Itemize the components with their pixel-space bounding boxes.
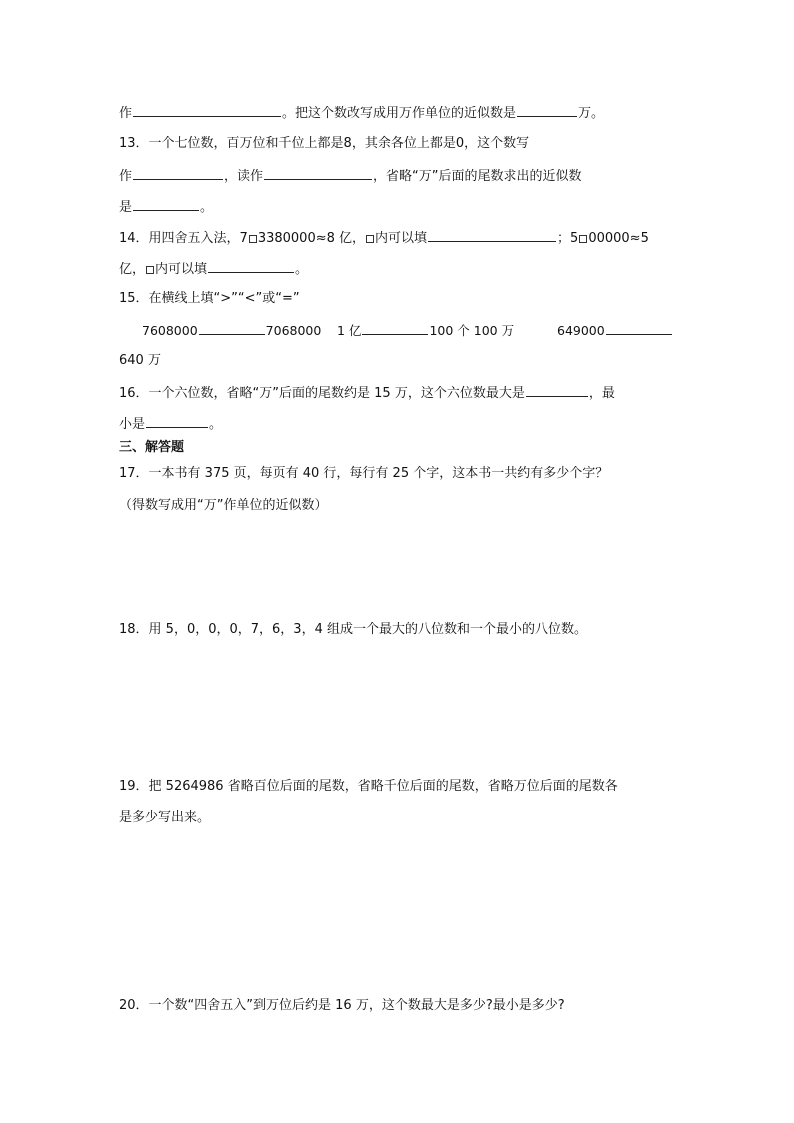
q13-line-2 [119,166,582,186]
q19-text-2: 是多少写出来。 [119,810,211,825]
q14-blank-2[interactable] [208,259,294,273]
q13-text-e: 。 [200,200,214,215]
q14-text-e: 00000≈5 [588,231,649,246]
q18-text: 18．用 5，0，0，0，7，6，3，4 组成一个最大的八位数和一个最小的八位数。 [119,622,587,637]
section-heading [119,439,184,457]
q13-text-b: ，读作 [224,169,264,184]
q14-text-d: ；5 [557,231,579,246]
q17-line-2 [119,497,327,515]
q14-text-b: 3380000≈8 亿， [257,231,366,246]
q15-c2-right: 100 个 100 万 [429,323,515,338]
q13-text-c: ，省略“万”后面的尾数求出的近似数 [373,169,582,184]
q15-c3-left: 649000 [557,323,605,338]
box-icon [366,235,374,243]
box-icon [579,235,587,243]
q13-text-a: 作 [119,169,133,184]
q13-line-1 [119,135,529,153]
q13-blank-approx[interactable] [133,197,199,211]
q16-blank-max[interactable] [526,383,588,397]
q15-blank-2[interactable] [362,321,428,335]
q19-text: 19．把 5264986 省略百位后面的尾数，省略千位后面的尾数，省略万位后面的尾数各 [119,779,618,794]
q15-c2-left: 1 亿 [337,323,362,338]
q15-compare-2 [337,321,514,340]
q14-text-f: 亿， [119,262,146,277]
q14-line-1 [119,228,649,248]
q12-middle: 。把这个数改写成用万作单位的近似数是 [282,106,517,121]
q15-title-text: 15．在横线上填“>”“<”或“=” [119,291,300,306]
q13-blank-write[interactable] [133,166,223,180]
q14-text-c: 内可以填 [375,231,428,246]
q16-line-2 [119,414,222,434]
q15-c1-right: 7068000 [265,323,322,338]
q17-text: 17．一本书有 375 页，每页有 40 行，每行有 25 个字，这本书一共约有多少个字？ [119,466,609,481]
q16-text-c: 小是 [119,417,146,432]
q14-text-h: 。 [295,262,309,277]
q17-line-1 [119,465,608,483]
q15-line-3 [119,352,161,370]
q20-text: 20．一个数“四舍五入”到万位后约是 16 万，这个数最大是多少?最小是多少? [119,998,565,1013]
q12-line [119,103,604,123]
q16-text-d: 。 [209,417,223,432]
q20-line [119,997,565,1015]
q15-c3-right: 640 万 [119,353,161,368]
q15-compare-1 [142,321,321,340]
q12-blank-1[interactable] [133,103,281,117]
q13-text-d: 是 [119,200,133,215]
section-title: 三、解答题 [119,440,185,455]
q12-blank-2[interactable] [517,103,577,117]
box-icon [249,235,257,243]
q15-blank-1[interactable] [199,321,265,335]
q14-text-a: 14．用四舍五入法，7 [119,231,248,246]
q16-blank-min[interactable] [146,414,208,428]
q16-text-a: 16．一个六位数，省略“万”后面的尾数约是 15 万，这个六位数最大是 [119,386,525,401]
box-icon [146,266,154,274]
q15-title [119,290,300,308]
q18-line [119,621,587,639]
q15-c1-left: 7608000 [142,323,198,338]
q14-blank-1[interactable] [428,228,556,242]
q15-compare-3 [557,321,673,340]
q13-line-3 [119,197,213,217]
q15-blank-3[interactable] [606,321,672,335]
q14-line-2 [119,259,308,279]
q12-prefix: 作 [119,106,133,121]
q17-note: （得数写成用“万”作单位的近似数） [119,498,328,513]
q14-text-g: 内可以填 [155,262,208,277]
q13-text: 13．一个七位数，百万位和千位上都是8，其余各位上都是0，这个数写 [119,136,530,151]
q12-suffix: 万。 [578,106,605,121]
q16-text-b: ，最 [588,386,615,401]
q16-line-1 [119,383,615,403]
q13-blank-read[interactable] [264,166,372,180]
q19-line-2 [119,809,210,827]
q19-line-1 [119,778,618,796]
